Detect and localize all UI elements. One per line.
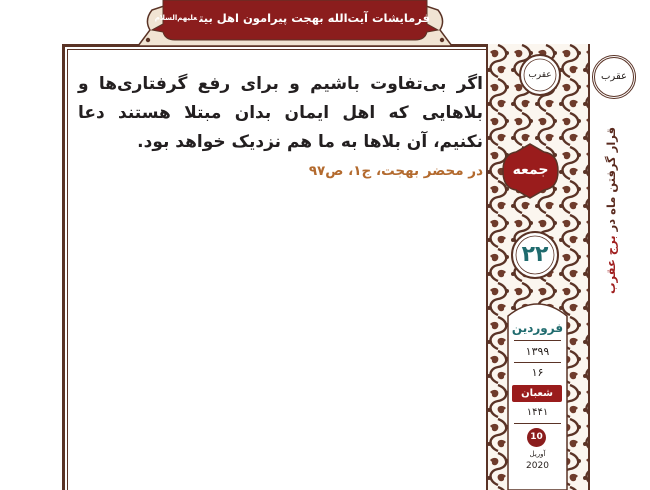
hijri-month-badge: شعبان — [512, 385, 562, 402]
header-title — [154, 9, 430, 27]
divider — [514, 340, 561, 341]
gregorian-month: آوریل — [529, 450, 546, 458]
zodiac-label: عقرب — [528, 70, 552, 80]
quote-block — [78, 70, 483, 179]
honorific-mark: علیهم‌السلام — [154, 14, 198, 22]
side-zodiac-badge: عقرب — [592, 55, 636, 99]
side-caption-accent: برج عقرب — [604, 235, 618, 295]
banner-ornament-dot — [440, 38, 444, 42]
banner-ornament-dot — [146, 38, 150, 42]
month-label: فروردین — [511, 321, 564, 335]
year-label: ۱۳۹۹ — [525, 345, 550, 358]
side-caption — [603, 127, 619, 295]
hijri-year: ۱۴۴۱ — [526, 407, 549, 418]
header-title-text: فرمایشات آیت‌الله بهجت پیرامون اهل بیت — [199, 11, 430, 25]
side-caption-part: قرار گرفتن ماه در — [604, 127, 618, 236]
quote-text: اگر بی‌تفاوت باشیم و برای رفع گرفتاری‌ها و بلاهایی که اهل ایمان بدان مبتلا هستند دعا نکنیم، آن بلاها به ما هم نزدیک خواهد بود. — [78, 74, 483, 152]
weekday-label: جمعه — [512, 162, 549, 178]
hijri-day: ۱۶ — [531, 366, 544, 379]
divider — [514, 362, 561, 363]
gregorian-year: 2020 — [526, 461, 549, 471]
day-number: ۲۲ — [521, 242, 549, 267]
quote-source: در محضر بهجت، ج۱، ص۹۷ — [308, 163, 483, 179]
divider — [514, 423, 561, 424]
gregorian-day-badge: 10 — [527, 428, 546, 447]
